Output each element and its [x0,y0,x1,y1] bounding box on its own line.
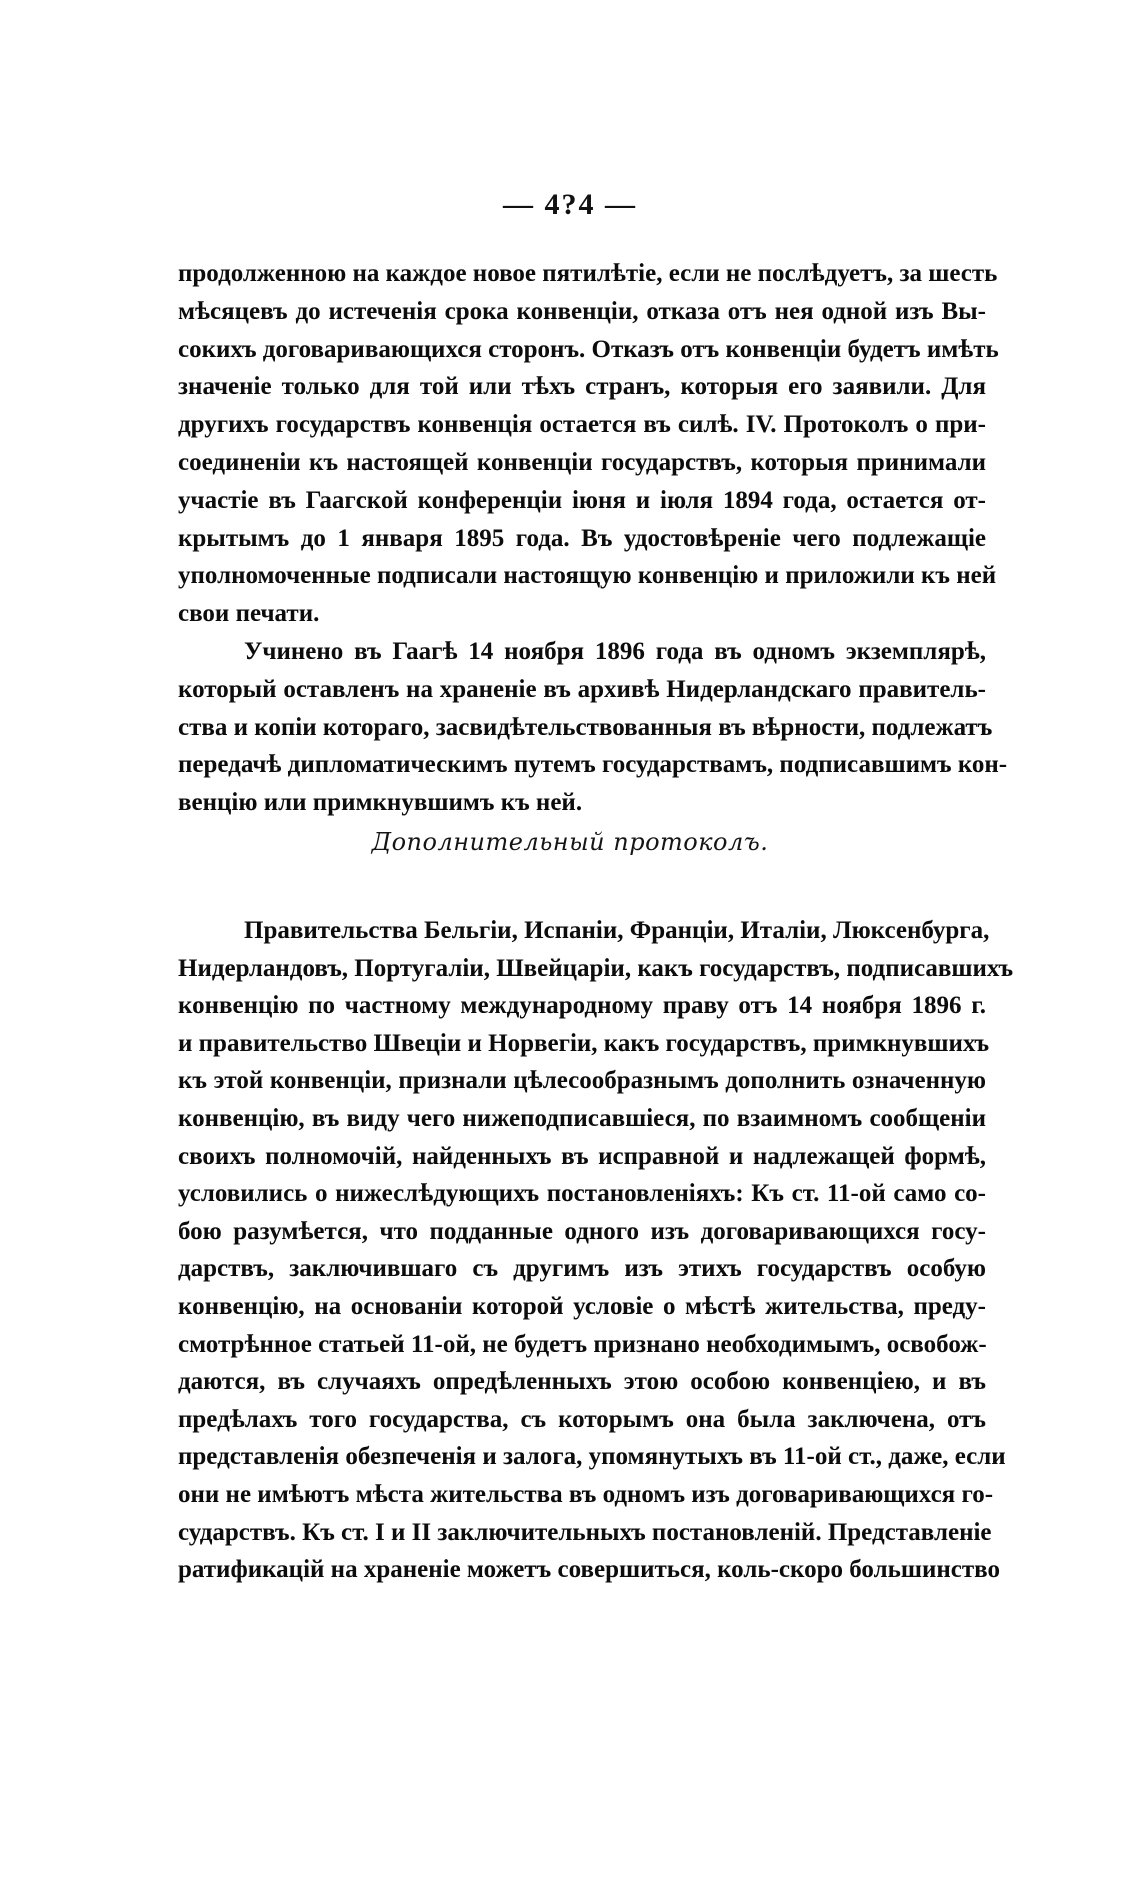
text-line: сударствъ. Къ ст. I и II заключительныхъ постановленій. Представленіе [178,1518,992,1546]
text-line: конвенцію, на основаніи которой условіе о мѣстѣ жительства, преду- [178,1292,986,1320]
text-line: конвенцію, въ виду чего нижеподписавшіеся, по взаимномъ сообщеніи [178,1104,986,1132]
convention-closing-text [178,255,1008,822]
text-line: венцію или примкнувшимъ къ ней. [178,789,583,817]
text-line: свои печати. [178,600,320,628]
text-line: значеніе только для той или тѣхъ странъ, которыя его заявили. Для [178,373,986,401]
text-line: другихъ государствъ конвенція остается въ силѣ. IV. Протоколъ о при- [178,411,986,439]
text-line: даются, въ случаяхъ опредѣленныхъ этою особою конвенціею, и въ [178,1368,986,1396]
page-number: — 4?4 — [503,188,637,221]
text-line: который оставленъ на храненіе въ архивѣ Нидерландскаго правитель- [178,675,986,703]
text-line: Учинено въ Гаагѣ 14 ноября 1896 года въ одномъ экземплярѣ, [244,637,986,665]
text-line: соединеніи къ настоящей конвенціи государствъ, которыя принимали [178,448,986,476]
text-line: условились о нижеслѣдующихъ постановленіяхъ: Къ ст. 11-ой само со- [178,1180,986,1208]
text-line: смотрѣнное статьей 11-ой, не будетъ признано необходимымъ, освобож- [178,1330,987,1358]
text-line: представленія обезпеченія и залога, упомянутыхъ въ 11-ой ст., даже, если [178,1443,1006,1471]
section-heading: Дополнительный протоколъ. [371,828,769,856]
text-line: ства и копіи котораго, засвидѣтельствованныя въ вѣрности, подлежатъ [178,713,993,741]
text-line: Правительства Бельгіи, Испаніи, Франціи, Италіи, Люксенбурга, [244,917,990,944]
text-line: передачѣ дипломатическимъ путемъ государствамъ, подписавшимъ кон- [178,751,1008,779]
text-line: конвенцію по частному международному праву отъ 14 ноября 1896 г. [178,992,986,1020]
text-line: они не имѣютъ мѣста жительства въ одномъ изъ договаривающихся го- [178,1480,994,1508]
text-line: къ этой конвенціи, признали цѣлесообразнымъ дополнить означенную [178,1067,986,1095]
text-line: ратификацій на храненіе можетъ совершиться, коль-скоро большинство [178,1556,1000,1584]
text-line: сокихъ договаривающихся сторонъ. Отказъ отъ конвенціи будетъ имѣть [178,335,999,363]
text-line: дарствъ, заключившаго съ другимъ изъ этихъ государствъ особую [178,1255,986,1283]
text-line: участіе въ Гаагской конференціи іюня и іюля 1894 года, остается от- [178,486,986,514]
text-line: бою разумѣется, что подданные одного изъ договаривающихся госу- [178,1217,986,1245]
text-line: уполномоченные подписали настоящую конвенцію и приложили къ ней [178,562,997,590]
text-line: мѣсяцевъ до истеченія срока конвенціи, отказа отъ нея одной изъ Вы- [178,297,986,325]
text-line: Нидерландовъ, Португаліи, Швейцаріи, какъ государствъ, подписавшихъ [178,954,1014,982]
text-line: крытымъ до 1 января 1895 года. Въ удостовѣреніе чего подлежащіе [178,524,986,552]
text-line: продолженною на каждое новое пятилѣтіе, если не послѣдуетъ, за шесть [178,260,998,287]
text-line: и правительство Швеціи и Норвегіи, какъ государствъ, примкнувшихъ [178,1029,990,1057]
additional-protocol-text [178,912,1014,1589]
text-line: предѣлахъ того государства, съ которымъ она была заключена, отъ [178,1405,986,1433]
text-line: своихъ полномочій, найденныхъ въ исправной и надлежащей формѣ, [178,1142,986,1170]
